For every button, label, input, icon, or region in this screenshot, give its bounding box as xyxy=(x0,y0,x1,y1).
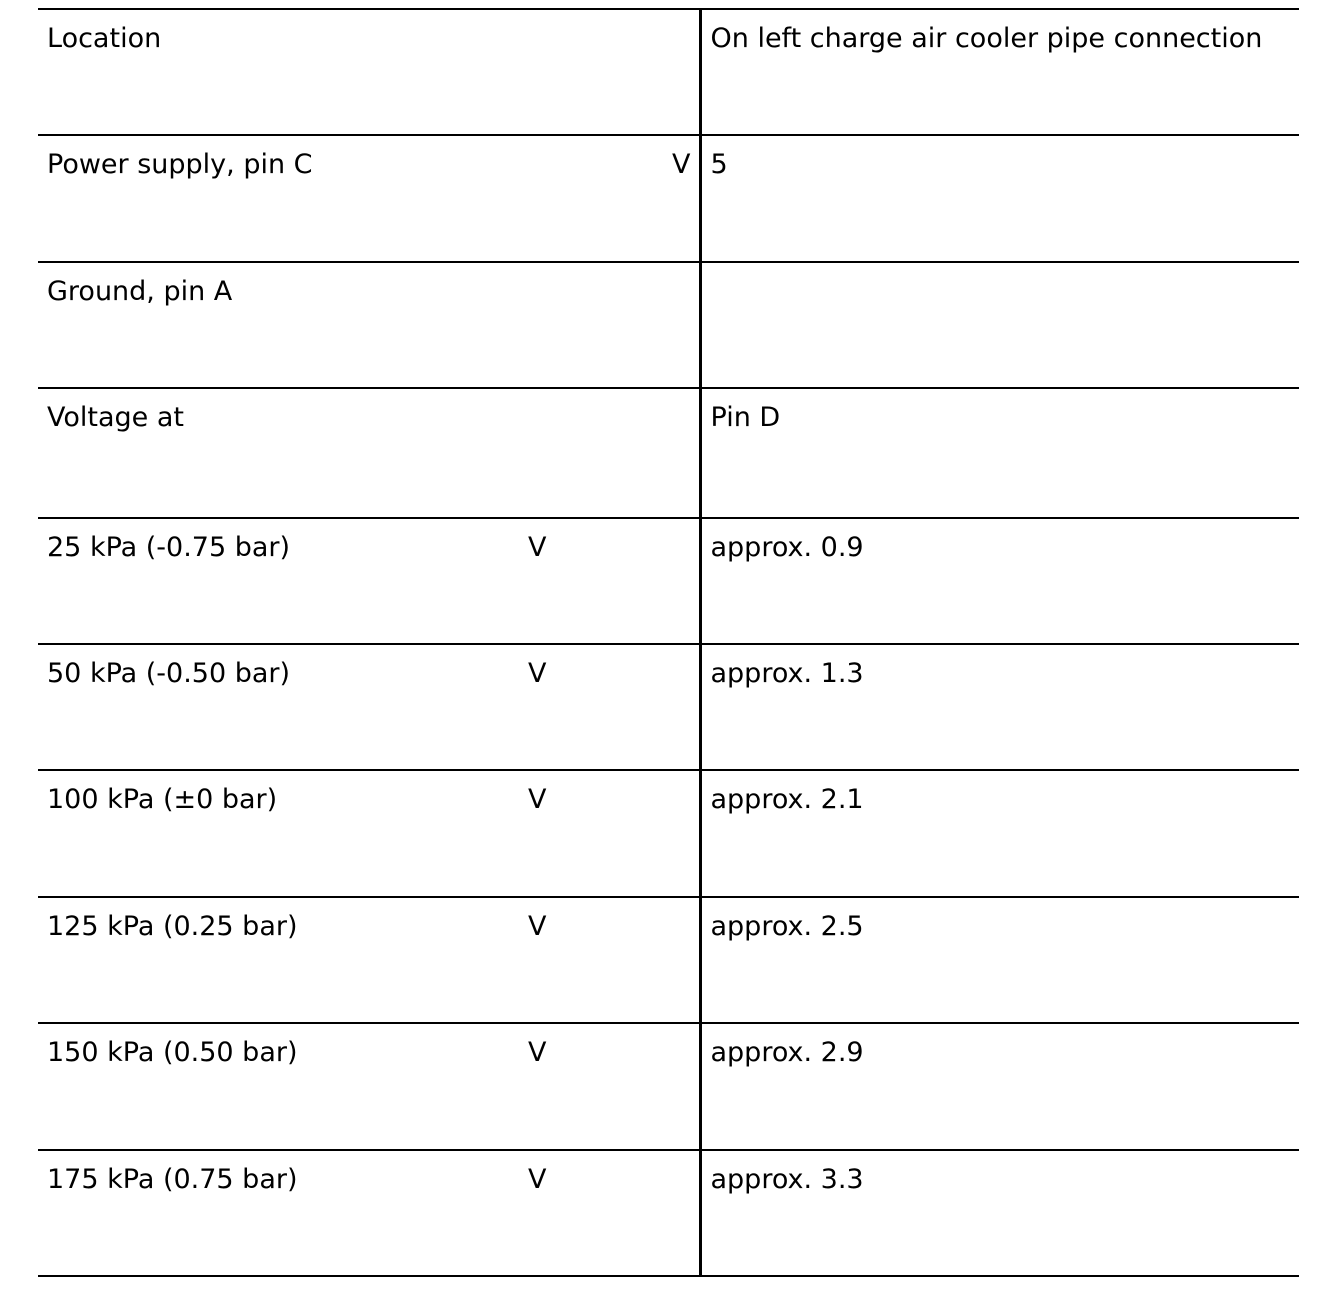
row-value-cell xyxy=(700,262,1299,388)
row-label-cell xyxy=(38,1150,700,1276)
table-row-location xyxy=(38,9,1299,135)
row-label: 100 kPa (±0 bar) xyxy=(47,784,278,815)
row-value-cell xyxy=(700,1023,1299,1150)
row-value-cell xyxy=(700,388,1299,518)
row-value: 5 xyxy=(710,149,728,180)
row-label-cell xyxy=(38,262,700,388)
row-value-cell xyxy=(700,644,1299,770)
table-row-175kpa xyxy=(38,1150,1299,1276)
row-unit: V xyxy=(528,1037,547,1068)
row-value-cell xyxy=(700,135,1299,262)
row-value: approx. 2.5 xyxy=(710,911,864,942)
row-label-cell xyxy=(38,1023,700,1150)
table-row-50kpa xyxy=(38,644,1299,770)
row-label: Location xyxy=(47,23,162,54)
row-unit: V xyxy=(528,658,547,689)
row-value-cell xyxy=(700,770,1299,897)
table-row-125kpa xyxy=(38,897,1299,1023)
row-label: 150 kPa (0.50 bar) xyxy=(47,1037,298,1068)
table-row-voltage-at xyxy=(38,388,1299,518)
row-value: approx. 2.9 xyxy=(710,1037,864,1068)
row-value-cell xyxy=(700,897,1299,1023)
row-value: approx. 0.9 xyxy=(710,532,864,563)
table-row-ground xyxy=(38,262,1299,388)
row-label-cell xyxy=(38,135,700,262)
row-value: Pin D xyxy=(710,402,781,433)
row-label-cell xyxy=(38,897,700,1023)
row-unit: V xyxy=(528,911,547,942)
table-row-25kpa xyxy=(38,518,1299,644)
row-unit: V xyxy=(528,532,547,563)
row-label: Ground, pin A xyxy=(47,276,233,307)
row-label: 25 kPa (-0.75 bar) xyxy=(47,532,291,563)
row-label-cell xyxy=(38,644,700,770)
row-label-cell xyxy=(38,388,700,518)
row-value: approx. 1.3 xyxy=(710,658,864,689)
table-row-100kpa xyxy=(38,770,1299,897)
row-unit: V xyxy=(528,784,547,815)
row-value: On left charge air cooler pipe connection xyxy=(710,23,1263,54)
row-value-cell xyxy=(700,9,1299,135)
row-value-cell xyxy=(700,1150,1299,1276)
row-label: 175 kPa (0.75 bar) xyxy=(47,1164,298,1195)
row-label: 125 kPa (0.25 bar) xyxy=(47,911,298,942)
row-label-cell xyxy=(38,518,700,644)
row-value: approx. 2.1 xyxy=(710,784,864,815)
spec-table xyxy=(38,8,1299,1277)
row-label-cell xyxy=(38,770,700,897)
row-label: Power supply, pin C xyxy=(47,149,313,180)
row-label: 50 kPa (-0.50 bar) xyxy=(47,658,291,689)
row-unit: V xyxy=(672,149,691,180)
row-label: Voltage at xyxy=(47,402,184,433)
table-row-150kpa xyxy=(38,1023,1299,1150)
row-value xyxy=(702,263,1300,276)
table-row-power-supply xyxy=(38,135,1299,262)
row-label-cell xyxy=(38,9,700,135)
row-value: approx. 3.3 xyxy=(710,1164,864,1195)
row-unit: V xyxy=(528,1164,547,1195)
row-value-cell xyxy=(700,518,1299,644)
